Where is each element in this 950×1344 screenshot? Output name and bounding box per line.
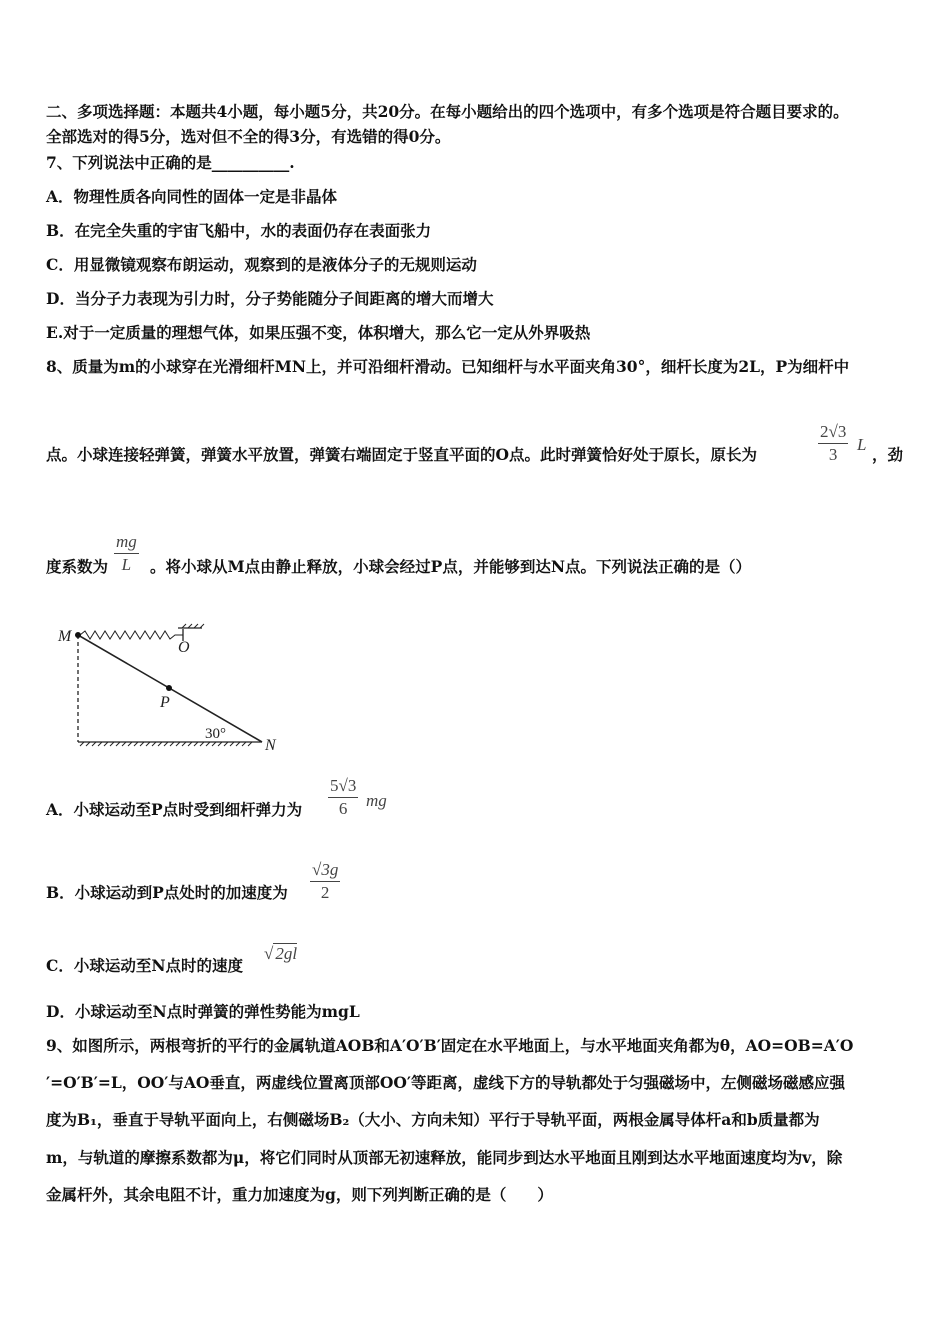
q9-line4: m，与轨道的摩擦系数都为μ，将它们同时从顶部无初速释放，能同步到达水平地面且刚到达水平地面速度均为v，除 [46,1148,843,1167]
fraction-bar [328,797,358,798]
q7-option-a: A．物理性质各向同性的固体一定是非晶体 [46,187,338,206]
q8-length-tail: L [857,435,867,454]
point-p [166,685,172,691]
fraction-bar [114,553,139,554]
q8-option-c: C．小球运动至N点时的速度 [46,956,244,975]
label-n: N [265,737,276,754]
q8-k-fraction [114,532,139,575]
incline-spring-figure [50,615,290,760]
q8-option-b: B．小球运动到P点处时的加速度为 [46,883,288,902]
section-heading: 二、多项选择题：本题共4小题，每小题5分，共20分。在每小题给出的四个选项中，有多个选项是符合题目要求的。 [46,102,849,121]
q7-option-e: E.对于一定质量的理想气体，如果压强不变，体积增大，那么它一定从外界吸热 [46,323,591,342]
q8-option-a-den: 6 [338,799,348,818]
q8-stem-line2-end: ，劲 [872,445,904,464]
q8-option-b-den: 2 [320,883,330,902]
q8-length-den: 3 [828,445,838,464]
q7-option-c: C．用显微镜观察布朗运动，观察到的是液体分子的无规则运动 [46,255,477,274]
q8-length-num: 2√3 [820,422,847,441]
section-instruction: 全部选对的得5分，选对但不全的得3分，有选错的得0分。 [46,127,451,146]
fraction-bar [818,443,848,444]
q8-stem-line3: 。将小球从M点由静止释放，小球会经过P点，并能够到达N点。下列说法正确的是（） [150,557,751,576]
q7-option-d: D．当分子力表现为引力时，分子势能随分子间距离的增大而增大 [46,289,494,308]
q8-option-b-num: √3g [312,860,339,879]
q9-line1: 9、如图所示，两根弯折的平行的金属轨道AOB和A′O′B′固定在水平地面上，与水平地面夹角都为θ，AO=OB=A′O [46,1036,854,1055]
label-p: P [160,694,170,711]
q8-option-c-sqrt: √ 2gl [264,944,298,963]
q8-option-b-fraction [310,860,340,903]
q8-option-c-radicand: 2gl [275,944,298,963]
q8-stem-line2: 点。小球连接轻弹簧，弹簧水平放置，弹簧右端固定于竖直平面的O点。此时弹簧恰好处于原长，原长为 [46,445,758,464]
q7-stem: 7、下列说法中正确的是__________. [46,153,295,172]
q8-option-a-num: 5√3 [330,776,357,795]
q9-line2: ′=O′B′=L，OO′与AO垂直，两虚线位置离顶部OO′等距离，虚线下方的导轨都处于匀强磁场中，左侧磁场磁感应强 [46,1073,845,1092]
q8-stem-line3-start: 度系数为 [46,557,109,576]
q9-line5: 金属杆外，其余电阻不计，重力加速度为g，则下列判断正确的是（ ） [46,1185,553,1204]
point-m [75,632,81,638]
fraction-bar [310,881,340,882]
label-angle: 30° [205,726,226,742]
q8-k-den: L [121,555,132,574]
q8-option-d: D．小球运动至N点时弹簧的弹性势能为mgL [46,1002,360,1021]
spring [80,631,183,639]
q7-option-b: B．在完全失重的宇宙飞船中，水的表面仍存在表面张力 [46,221,432,240]
q9-line3: 度为B₁，垂直于导轨平面向上，右侧磁场B₂（大小、方向未知）平行于导轨平面，两根金属导体杆a和b质量都为 [46,1110,820,1129]
q8-option-a-fraction [328,776,358,819]
q8-stem-line1: 8、质量为m的小球穿在光滑细杆MN上，并可沿细杆滑动。已知细杆与水平面夹角30°，细杆长度为2L，P为细杆中 [46,357,850,376]
q8-length-fraction [818,422,848,465]
q8-option-a-tail: mg [366,791,387,810]
label-o: O [178,639,190,656]
q8-k-num: mg [116,532,137,551]
label-m: M [58,628,72,645]
q8-option-a: A．小球运动至P点时受到细杆弹力为 [46,800,303,819]
